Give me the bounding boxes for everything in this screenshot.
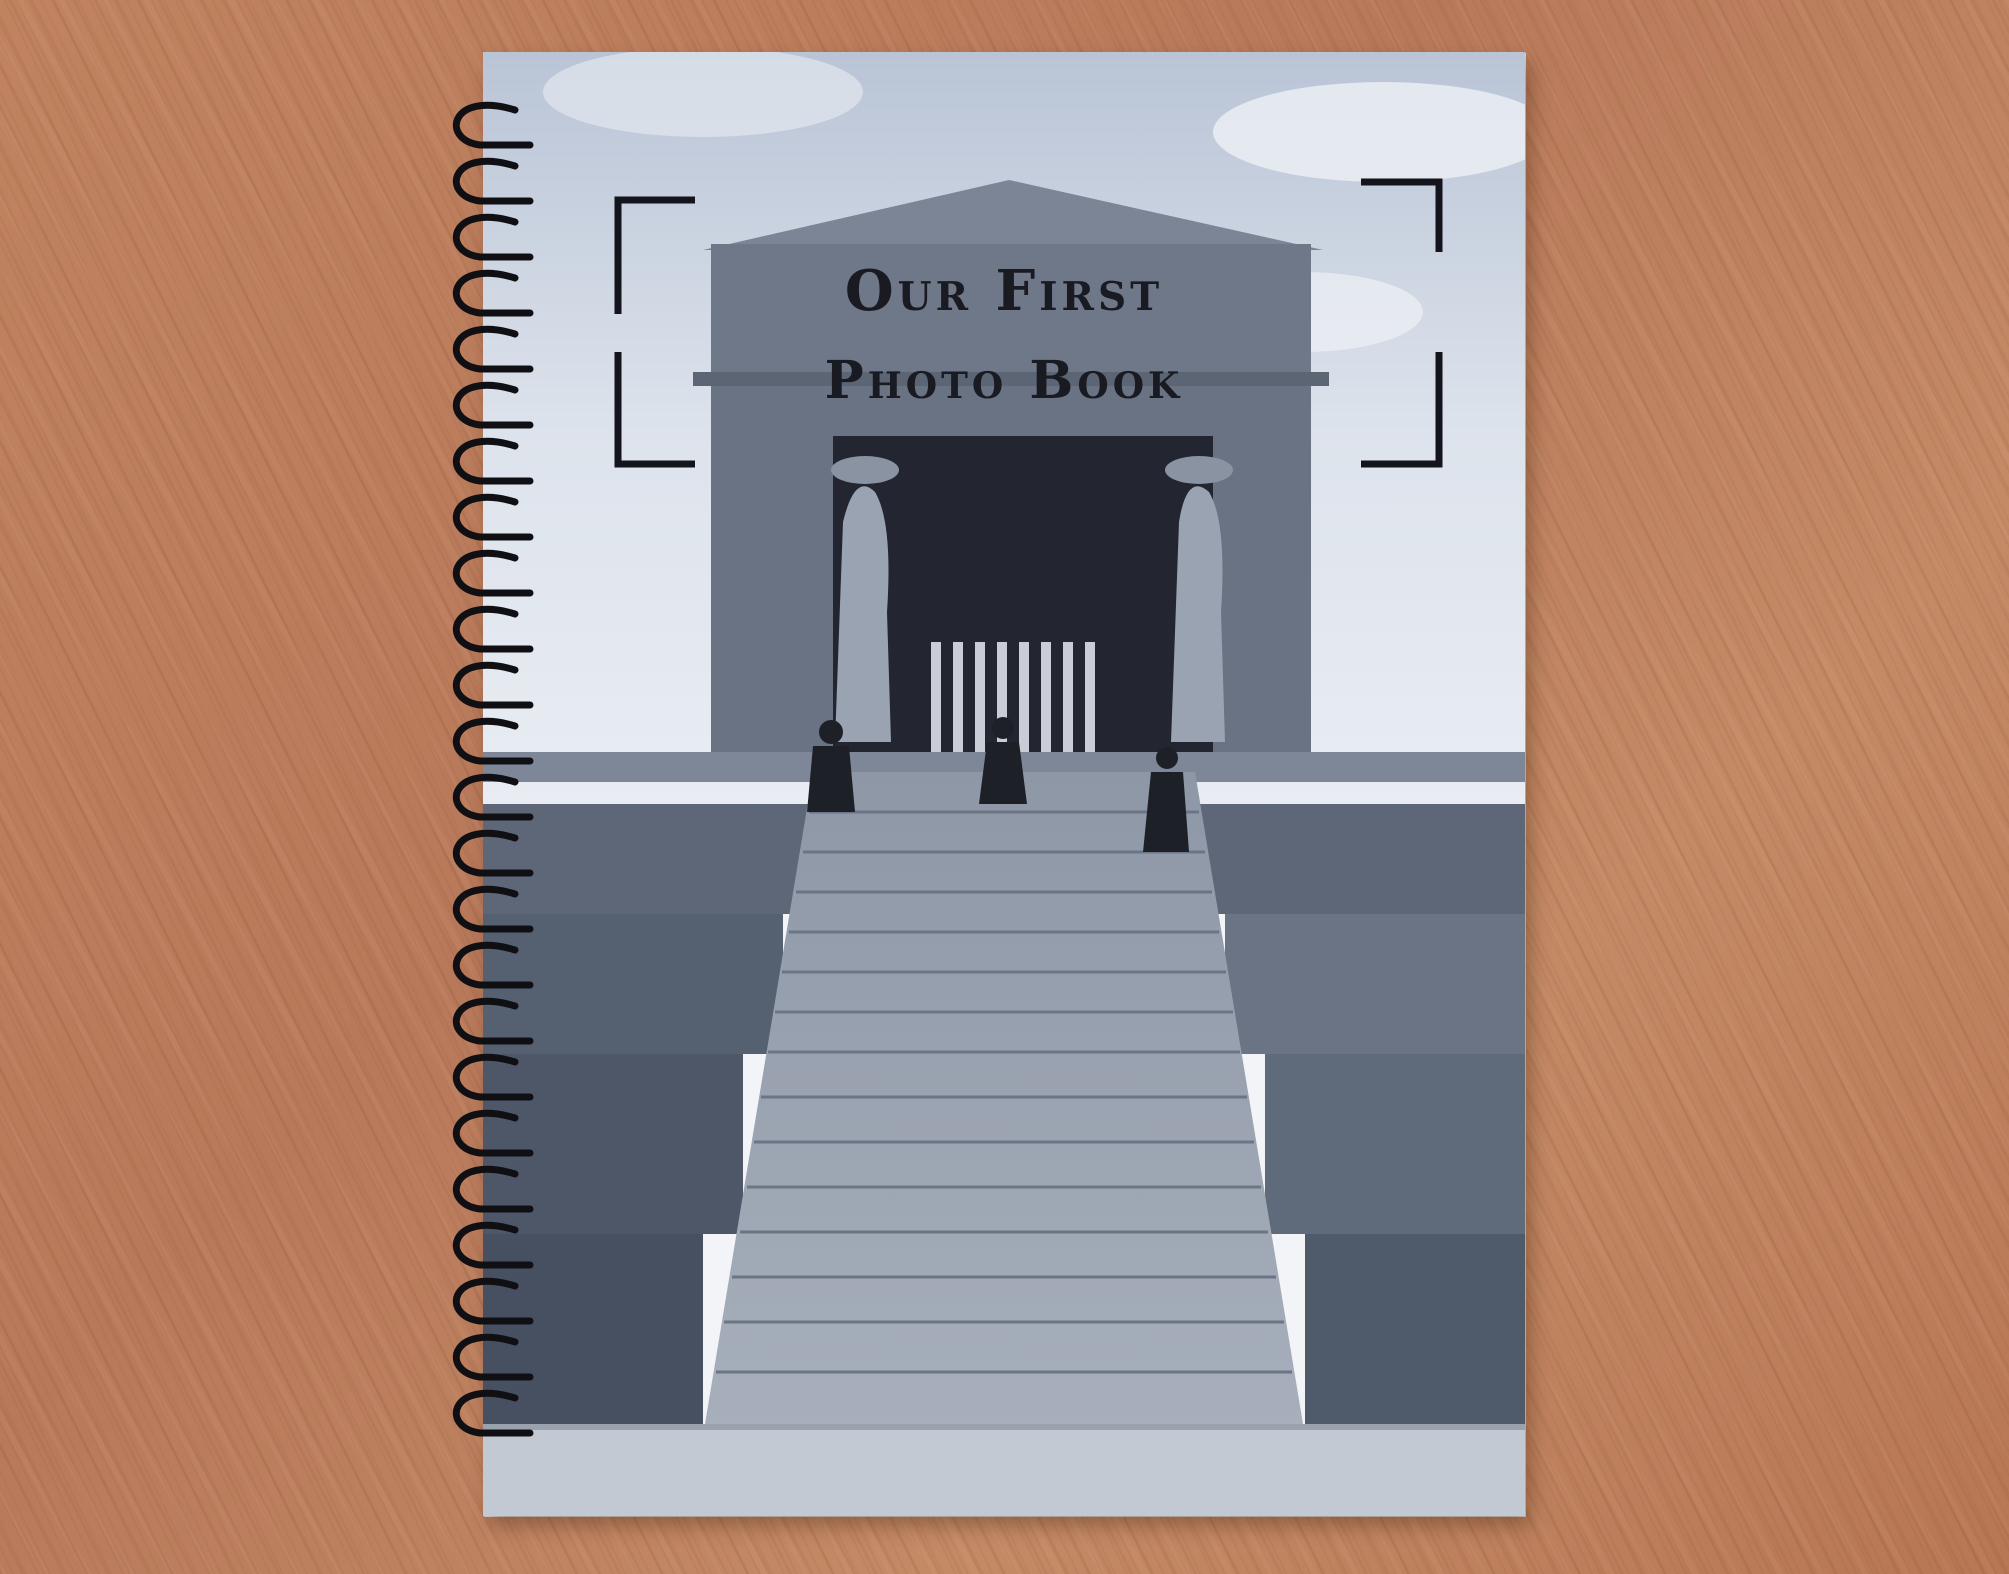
cover-title-line-1: Our First — [844, 258, 1164, 324]
plaza-ground — [483, 1424, 1525, 1516]
photo-book — [483, 52, 1525, 1516]
cover-title-line-2: Photo Book — [824, 350, 1184, 411]
spiral-binding — [420, 100, 550, 1500]
